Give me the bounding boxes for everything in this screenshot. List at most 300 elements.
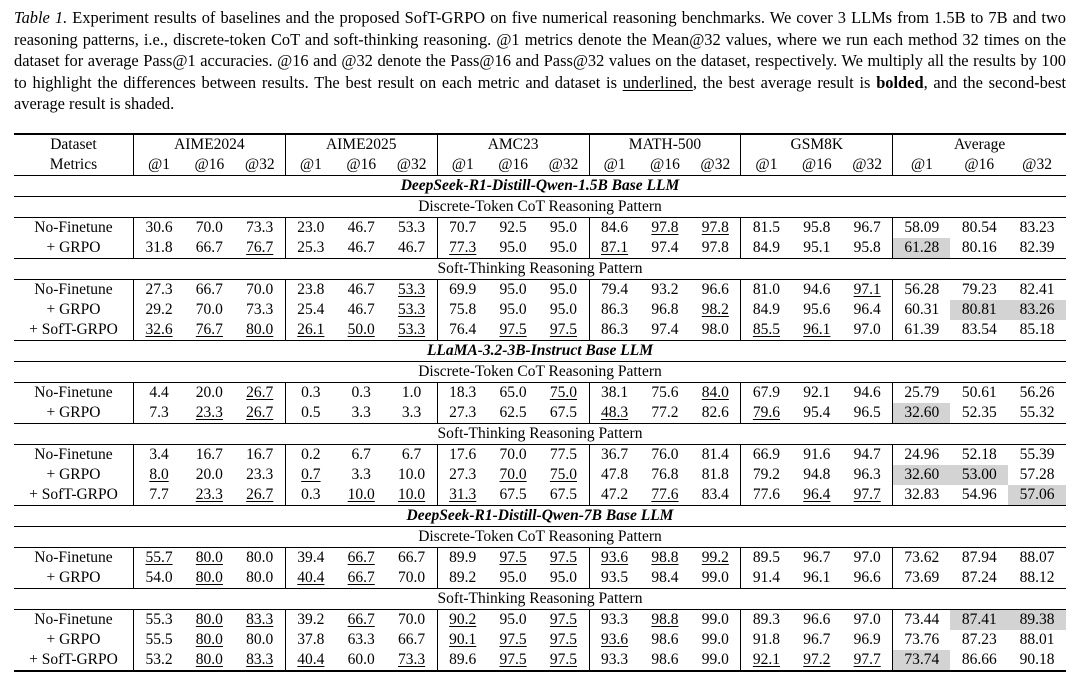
value-cell xyxy=(336,568,387,589)
value-cell xyxy=(437,218,488,239)
value-cell xyxy=(488,630,539,650)
value-text: 30.6 xyxy=(145,219,173,236)
table-row xyxy=(14,630,1066,650)
value-text: 95.1 xyxy=(803,239,831,256)
value-text: 83.3 xyxy=(246,651,274,668)
value-text: 88.07 xyxy=(1019,549,1055,566)
value-text: 47.2 xyxy=(601,486,629,503)
value-cell xyxy=(387,568,438,589)
value-cell xyxy=(437,610,488,631)
value-text: 3.3 xyxy=(351,404,371,421)
value-text: 70.0 xyxy=(246,281,274,298)
value-text: 81.0 xyxy=(752,281,780,298)
value-cell xyxy=(184,238,235,259)
value-cell xyxy=(184,300,235,320)
value-text: 60.0 xyxy=(347,651,375,668)
value-text: 99.0 xyxy=(701,569,729,586)
value-text: 53.2 xyxy=(145,651,173,668)
value-cell xyxy=(1008,280,1066,301)
value-text: 83.54 xyxy=(961,321,997,338)
value-cell xyxy=(950,610,1008,631)
value-cell xyxy=(488,383,539,404)
value-cell xyxy=(792,218,843,239)
value-text: 66.7 xyxy=(398,549,426,566)
value-cell xyxy=(893,465,951,485)
value-cell xyxy=(690,610,741,631)
value-cell xyxy=(488,280,539,301)
value-text: 69.9 xyxy=(449,281,477,298)
value-cell xyxy=(336,485,387,506)
value-cell xyxy=(184,650,235,671)
metric-header-cell: @16 xyxy=(640,155,691,176)
value-text: 58.09 xyxy=(904,219,940,236)
value-text: 97.5 xyxy=(499,549,527,566)
value-text: 40.4 xyxy=(297,651,325,668)
value-text: 1.0 xyxy=(401,384,422,401)
value-text: 98.2 xyxy=(701,301,729,318)
value-text: 76.8 xyxy=(651,466,679,483)
value-text: 89.2 xyxy=(449,569,477,586)
value-cell xyxy=(184,320,235,341)
value-cell xyxy=(285,238,336,259)
value-cell xyxy=(690,650,741,671)
value-cell xyxy=(437,238,488,259)
value-cell xyxy=(235,568,286,589)
value-cell xyxy=(538,650,589,671)
value-cell xyxy=(133,485,184,506)
value-text: 23.3 xyxy=(195,486,223,503)
value-cell xyxy=(893,300,951,320)
value-text: 77.6 xyxy=(752,486,780,503)
value-cell xyxy=(950,218,1008,239)
value-cell xyxy=(950,568,1008,589)
value-text: 96.6 xyxy=(853,569,881,586)
value-cell xyxy=(690,568,741,589)
value-text: 20.0 xyxy=(195,384,223,401)
metric-header-cell: @1 xyxy=(893,155,951,176)
metric-header-cell: @1 xyxy=(589,155,640,176)
value-cell xyxy=(893,485,951,506)
value-cell xyxy=(741,445,792,466)
value-text: 70.0 xyxy=(499,466,527,483)
value-cell xyxy=(387,630,438,650)
value-text: 56.28 xyxy=(904,281,940,298)
value-text: 50.0 xyxy=(347,321,375,338)
value-cell xyxy=(640,548,691,569)
value-cell xyxy=(488,568,539,589)
pattern-heading-row xyxy=(14,197,1066,218)
value-cell xyxy=(893,630,951,650)
value-text: 32.83 xyxy=(904,486,940,503)
value-cell xyxy=(950,630,1008,650)
value-cell xyxy=(336,383,387,404)
value-cell xyxy=(842,650,893,671)
value-text: 46.7 xyxy=(347,281,375,298)
model-heading-row xyxy=(14,341,1066,362)
value-cell xyxy=(133,383,184,404)
value-text: 81.4 xyxy=(701,446,729,463)
value-text: 55.32 xyxy=(1019,404,1055,421)
value-cell xyxy=(640,610,691,631)
value-text: 73.62 xyxy=(904,549,940,566)
table-row xyxy=(14,650,1066,671)
metrics-header-label: Metrics xyxy=(14,155,133,176)
value-text: 93.3 xyxy=(601,651,629,668)
value-cell xyxy=(538,568,589,589)
table-row xyxy=(14,445,1066,466)
value-cell xyxy=(589,568,640,589)
value-text: 8.0 xyxy=(149,466,169,483)
value-text: 25.4 xyxy=(297,301,325,318)
value-text: 92.5 xyxy=(499,219,527,236)
value-text: 57.28 xyxy=(1019,466,1055,483)
dataset-header-amc23: AMC23 xyxy=(437,134,589,155)
method-name: No-Finetune xyxy=(34,281,113,298)
value-cell xyxy=(589,465,640,485)
value-cell xyxy=(133,650,184,671)
value-cell xyxy=(842,403,893,424)
value-cell xyxy=(589,300,640,320)
value-cell xyxy=(589,610,640,631)
model-heading: DeepSeek-R1-Distill-Qwen-7B Base LLM xyxy=(14,506,1066,527)
value-text: 79.23 xyxy=(961,281,997,298)
value-text: 67.5 xyxy=(499,486,527,503)
model-heading-row xyxy=(14,176,1066,197)
value-text: 75.8 xyxy=(449,301,477,318)
value-text: 97.7 xyxy=(853,651,881,668)
value-cell xyxy=(387,238,438,259)
caption-text-3: , and the second-best average result is shaded. xyxy=(14,72,1066,113)
value-text: 47.8 xyxy=(601,466,629,483)
value-text: 95.0 xyxy=(549,301,578,318)
value-cell xyxy=(235,238,286,259)
value-cell xyxy=(133,300,184,320)
value-cell xyxy=(842,300,893,320)
value-cell xyxy=(842,630,893,650)
value-text: 77.6 xyxy=(651,486,679,503)
value-text: 84.6 xyxy=(601,219,629,236)
value-cell xyxy=(792,630,843,650)
value-cell xyxy=(1008,610,1066,631)
value-text: 80.0 xyxy=(195,569,223,586)
value-text: 96.9 xyxy=(853,631,881,648)
value-cell xyxy=(950,403,1008,424)
pattern-heading-row xyxy=(14,589,1066,610)
value-cell xyxy=(893,383,951,404)
pattern-heading: Discrete-Token CoT Reasoning Pattern xyxy=(14,197,1066,218)
value-text: 48.3 xyxy=(601,404,629,421)
value-text: 26.7 xyxy=(246,486,274,503)
value-cell xyxy=(488,218,539,239)
value-text: 54.96 xyxy=(961,486,997,503)
value-text: 75.0 xyxy=(549,466,578,483)
value-text: 95.8 xyxy=(853,239,881,256)
value-text: 66.7 xyxy=(195,239,223,256)
value-cell xyxy=(741,465,792,485)
metric-header-cell: @1 xyxy=(285,155,336,176)
value-cell xyxy=(437,465,488,485)
value-cell xyxy=(690,383,741,404)
value-text: 0.3 xyxy=(301,486,321,503)
value-text: 95.0 xyxy=(499,239,527,256)
metric-header-cell: @32 xyxy=(387,155,438,176)
value-text: 96.1 xyxy=(803,321,831,338)
method-name: + GRPO xyxy=(46,301,101,318)
value-text: 97.5 xyxy=(549,631,578,648)
value-text: 57.06 xyxy=(1019,486,1055,503)
value-cell xyxy=(184,218,235,239)
value-cell xyxy=(235,485,286,506)
value-text: 36.7 xyxy=(601,446,629,463)
value-cell xyxy=(1008,238,1066,259)
value-cell xyxy=(336,300,387,320)
value-text: 73.69 xyxy=(904,569,940,586)
value-cell xyxy=(1008,445,1066,466)
value-text: 95.0 xyxy=(549,219,578,236)
value-cell xyxy=(538,485,589,506)
value-cell xyxy=(285,280,336,301)
value-cell xyxy=(285,300,336,320)
value-cell xyxy=(690,218,741,239)
method-name: + SofT-GRPO xyxy=(29,486,118,503)
value-cell xyxy=(387,465,438,485)
value-text: 94.7 xyxy=(853,446,881,463)
pattern-heading-row xyxy=(14,527,1066,548)
value-cell xyxy=(842,383,893,404)
value-text: 96.4 xyxy=(803,486,831,503)
value-text: 7.7 xyxy=(149,486,169,503)
value-text: 61.28 xyxy=(904,239,940,256)
value-cell xyxy=(1008,300,1066,320)
value-text: 67.5 xyxy=(549,404,578,421)
value-cell xyxy=(792,568,843,589)
value-text: 32.60 xyxy=(904,466,940,483)
value-text: 16.7 xyxy=(246,446,274,463)
value-cell xyxy=(792,465,843,485)
value-text: 99.0 xyxy=(701,611,729,628)
value-text: 96.4 xyxy=(853,301,881,318)
value-cell xyxy=(589,630,640,650)
value-text: 93.6 xyxy=(601,549,629,566)
table-row xyxy=(14,610,1066,631)
value-text: 24.96 xyxy=(904,446,940,463)
value-cell xyxy=(235,300,286,320)
value-text: 79.2 xyxy=(752,466,780,483)
value-text: 97.5 xyxy=(549,611,578,628)
value-text: 82.41 xyxy=(1019,281,1055,298)
value-text: 96.5 xyxy=(853,404,881,421)
value-text: 79.4 xyxy=(601,281,629,298)
value-cell xyxy=(437,445,488,466)
value-text: 55.39 xyxy=(1019,446,1055,463)
model-heading-row xyxy=(14,506,1066,527)
method-name: + GRPO xyxy=(46,569,101,586)
value-text: 53.3 xyxy=(398,281,426,298)
value-cell xyxy=(893,218,951,239)
value-text: 25.79 xyxy=(904,384,940,401)
method-name: + SofT-GRPO xyxy=(29,321,118,338)
value-cell xyxy=(488,610,539,631)
value-text: 86.3 xyxy=(601,321,629,338)
value-text: 80.0 xyxy=(195,611,223,628)
method-name: No-Finetune xyxy=(34,446,113,463)
value-text: 98.6 xyxy=(651,651,679,668)
value-text: 55.3 xyxy=(145,611,173,628)
dataset-header-aime2025: AIME2025 xyxy=(285,134,437,155)
value-cell xyxy=(640,568,691,589)
value-text: 93.3 xyxy=(601,611,629,628)
value-text: 66.7 xyxy=(347,549,375,566)
value-cell xyxy=(842,465,893,485)
value-text: 70.7 xyxy=(449,219,477,236)
value-cell xyxy=(741,300,792,320)
value-cell xyxy=(235,610,286,631)
value-text: 96.6 xyxy=(701,281,729,298)
method-name: + GRPO xyxy=(46,404,101,421)
value-text: 56.26 xyxy=(1019,384,1055,401)
value-cell xyxy=(640,218,691,239)
metric-header-cell: @1 xyxy=(741,155,792,176)
value-cell xyxy=(842,280,893,301)
value-text: 98.0 xyxy=(701,321,729,338)
value-text: 81.5 xyxy=(752,219,780,236)
value-cell xyxy=(133,218,184,239)
value-cell xyxy=(792,300,843,320)
value-cell xyxy=(235,650,286,671)
value-cell xyxy=(184,465,235,485)
value-cell xyxy=(741,320,792,341)
value-text: 96.7 xyxy=(853,219,881,236)
value-cell xyxy=(640,280,691,301)
value-cell xyxy=(538,548,589,569)
value-text: 89.9 xyxy=(449,549,477,566)
value-text: 95.4 xyxy=(803,404,831,421)
value-cell xyxy=(1008,630,1066,650)
value-text: 80.0 xyxy=(195,651,223,668)
value-text: 89.6 xyxy=(449,651,477,668)
value-cell xyxy=(336,280,387,301)
value-cell xyxy=(792,280,843,301)
value-text: 97.0 xyxy=(853,321,881,338)
value-cell xyxy=(690,238,741,259)
value-text: 66.9 xyxy=(752,446,780,463)
table-row xyxy=(14,485,1066,506)
value-text: 98.8 xyxy=(651,549,679,566)
value-cell xyxy=(842,548,893,569)
value-cell xyxy=(285,465,336,485)
value-text: 97.0 xyxy=(853,611,881,628)
metric-header-cell: @32 xyxy=(538,155,589,176)
value-cell xyxy=(893,548,951,569)
value-text: 97.8 xyxy=(651,219,679,236)
metric-header-cell: @32 xyxy=(690,155,741,176)
value-text: 37.8 xyxy=(297,631,325,648)
table-row xyxy=(14,320,1066,341)
method-name: + SofT-GRPO xyxy=(29,651,118,668)
value-cell xyxy=(235,280,286,301)
value-text: 96.7 xyxy=(803,631,831,648)
value-cell xyxy=(488,403,539,424)
value-text: 23.3 xyxy=(246,466,274,483)
caption-text-2: , the best average result is xyxy=(692,72,877,92)
value-cell xyxy=(387,320,438,341)
value-cell xyxy=(488,445,539,466)
value-cell xyxy=(690,630,741,650)
value-text: 55.5 xyxy=(145,631,173,648)
value-cell xyxy=(640,383,691,404)
value-cell xyxy=(1008,548,1066,569)
value-text: 89.38 xyxy=(1019,611,1055,628)
value-text: 6.7 xyxy=(351,446,371,463)
value-text: 96.8 xyxy=(651,301,679,318)
value-cell xyxy=(842,218,893,239)
value-cell xyxy=(336,548,387,569)
value-text: 94.8 xyxy=(803,466,831,483)
value-cell xyxy=(950,548,1008,569)
pattern-heading-row xyxy=(14,362,1066,383)
value-text: 93.6 xyxy=(601,631,629,648)
pattern-heading: Soft-Thinking Reasoning Pattern xyxy=(14,589,1066,610)
value-text: 92.1 xyxy=(752,651,780,668)
value-text: 76.4 xyxy=(449,321,477,338)
value-text: 26.7 xyxy=(246,384,274,401)
value-text: 90.1 xyxy=(449,631,477,648)
value-text: 97.1 xyxy=(853,281,881,298)
table-row xyxy=(14,465,1066,485)
value-cell xyxy=(741,238,792,259)
method-name: No-Finetune xyxy=(34,219,113,236)
value-text: 73.76 xyxy=(904,631,940,648)
value-text: 0.5 xyxy=(301,404,321,421)
value-cell xyxy=(842,485,893,506)
value-cell xyxy=(285,548,336,569)
value-text: 80.0 xyxy=(246,631,274,648)
value-text: 77.3 xyxy=(449,239,477,256)
value-cell xyxy=(184,610,235,631)
value-text: 84.9 xyxy=(752,301,780,318)
value-text: 3.3 xyxy=(351,466,371,483)
value-cell xyxy=(387,300,438,320)
metric-header-cell: @16 xyxy=(950,155,1008,176)
value-text: 4.4 xyxy=(149,384,169,401)
value-cell xyxy=(336,630,387,650)
value-cell xyxy=(893,238,951,259)
value-text: 96.6 xyxy=(803,611,831,628)
value-cell xyxy=(741,383,792,404)
value-text: 93.2 xyxy=(651,281,679,298)
value-text: 23.8 xyxy=(297,281,325,298)
value-cell xyxy=(184,280,235,301)
value-cell xyxy=(589,320,640,341)
value-text: 97.5 xyxy=(499,651,527,668)
value-cell xyxy=(589,485,640,506)
value-cell xyxy=(640,650,691,671)
value-cell xyxy=(133,238,184,259)
value-text: 70.0 xyxy=(195,301,223,318)
value-cell xyxy=(285,403,336,424)
value-text: 66.7 xyxy=(398,631,426,648)
metrics-header-row xyxy=(14,155,1066,176)
value-text: 95.0 xyxy=(549,281,578,298)
value-cell xyxy=(893,610,951,631)
value-cell xyxy=(950,300,1008,320)
value-text: 97.4 xyxy=(651,239,679,256)
metric-header-cell: @16 xyxy=(184,155,235,176)
value-cell xyxy=(1008,465,1066,485)
value-text: 46.7 xyxy=(347,301,375,318)
value-text: 80.0 xyxy=(246,321,274,338)
value-cell xyxy=(640,445,691,466)
